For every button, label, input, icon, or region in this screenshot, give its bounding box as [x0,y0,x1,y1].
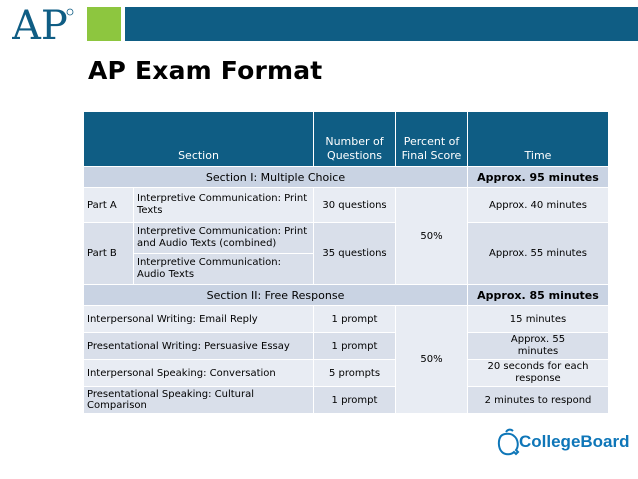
section-1-title: Section I: Multiple Choice [84,167,468,188]
exam-format-table [83,111,609,414]
table-row [84,223,609,254]
section-2-title: Section II: Free Response [84,285,468,306]
table-row [84,188,609,223]
header-questions: Number of Questions [314,112,396,167]
task-time: 2 minutes to respond [468,387,609,414]
part-label: Part A [84,188,134,223]
table-header-row [84,112,609,167]
table-row [84,333,609,360]
part-description: Interpretive Communication: Print and Audio Texts (combined) [134,223,314,254]
header-percent: Percent of Final Score [396,112,468,167]
prompt-count: 5 prompts [314,360,396,387]
section-2-row [84,285,609,306]
header-time: Time [468,112,609,167]
prompt-count: 1 prompt [314,306,396,333]
part-label: Part B [84,223,134,285]
part-time: Approx. 40 minutes [468,188,609,223]
section-2-time: Approx. 85 minutes [468,285,609,306]
ap-logo [12,4,74,44]
part-time: Approx. 55 minutes [468,223,609,285]
header-section: Section [84,112,314,167]
section-2-percent: 50% [396,306,468,414]
green-accent-square [87,7,121,41]
section-1-row [84,167,609,188]
header-band [125,7,638,41]
prompt-count: 1 prompt [314,387,396,414]
table-row [84,360,609,387]
task-label: Interpersonal Writing: Email Reply [84,306,314,333]
table-row [84,387,609,414]
task-label: Presentational Writing: Persuasive Essay [84,333,314,360]
task-label: Interpersonal Speaking: Conversation [84,360,314,387]
part-description: Interpretive Communication: Print Texts [134,188,314,223]
ap-logo-text: AP [12,4,68,44]
table-row [84,306,609,333]
prompt-count: 1 prompt [314,333,396,360]
section-1-percent: 50% [396,188,468,285]
collegeboard-text: CollegeBoard [519,432,630,451]
task-time: Approx. 55 minutes [468,333,609,360]
page-title: AP Exam Format [88,56,323,85]
part-description: Interpretive Communication: Audio Texts [134,254,314,285]
section-1-time: Approx. 95 minutes [468,167,609,188]
task-time: 20 seconds for each response [468,360,609,387]
task-time: 15 minutes [468,306,609,333]
question-count: 30 questions [314,188,396,223]
question-count: 35 questions [314,223,396,285]
task-label: Presentational Speaking: Cultural Comparison [84,387,314,414]
